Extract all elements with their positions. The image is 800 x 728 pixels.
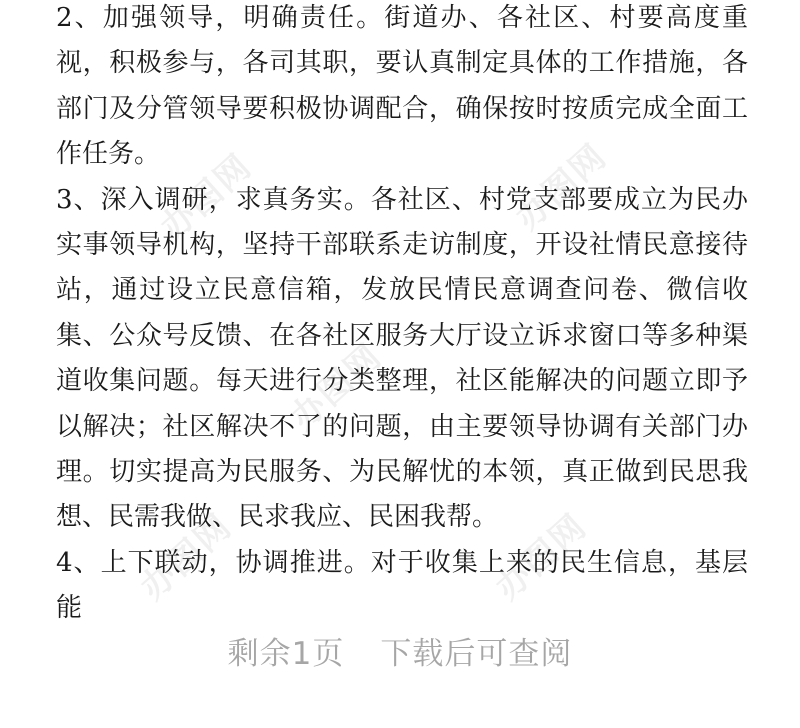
watermark-text: 办图网	[282, 336, 390, 439]
watermark-text: 办图网	[152, 146, 260, 249]
paragraph-2: 2、加强领导，明确责任。街道办、各社区、村要高度重视，积极参与，各司其职，要认真制定具体的工作措施，各部门及分管领导要积极协调配合，确保按时按质完成全面工作任务。	[56, 3, 748, 170]
watermark-text: 办图网	[487, 506, 595, 609]
watermark-text: 办图网	[132, 506, 240, 609]
download-to-view-label: 下载后可查阅	[380, 636, 573, 672]
document-body	[56, 0, 748, 632]
paragraph-4: 4、上下联动，协调推进。对于收集上来的民生信息，基层能	[56, 547, 748, 624]
remaining-pages-label: 剩余1页	[227, 636, 345, 672]
watermark-text: 办图网	[507, 136, 615, 239]
paragraph-3: 3、深入调研，求真务实。各社区、村党支部要成立为民办实事领导机构，坚持干部联系走访制度，开设社情民意接待站，通过设立民意信箱，发放民情民意调查问卷、微信收集、公众号反馈、在各社区服务大厅设立诉求窗口等多种渠道收集问题。每天进行分类整理，社区能解决的问题立即予以解决；社区解决不了的问题，由主要领导协调有关部门办理。切实提高为民服务、为民解忧的本领，真正做到民思我想、民需我做、民求我应、民困我帮。	[56, 184, 748, 533]
remaining-pages-notice[interactable]	[0, 628, 800, 673]
